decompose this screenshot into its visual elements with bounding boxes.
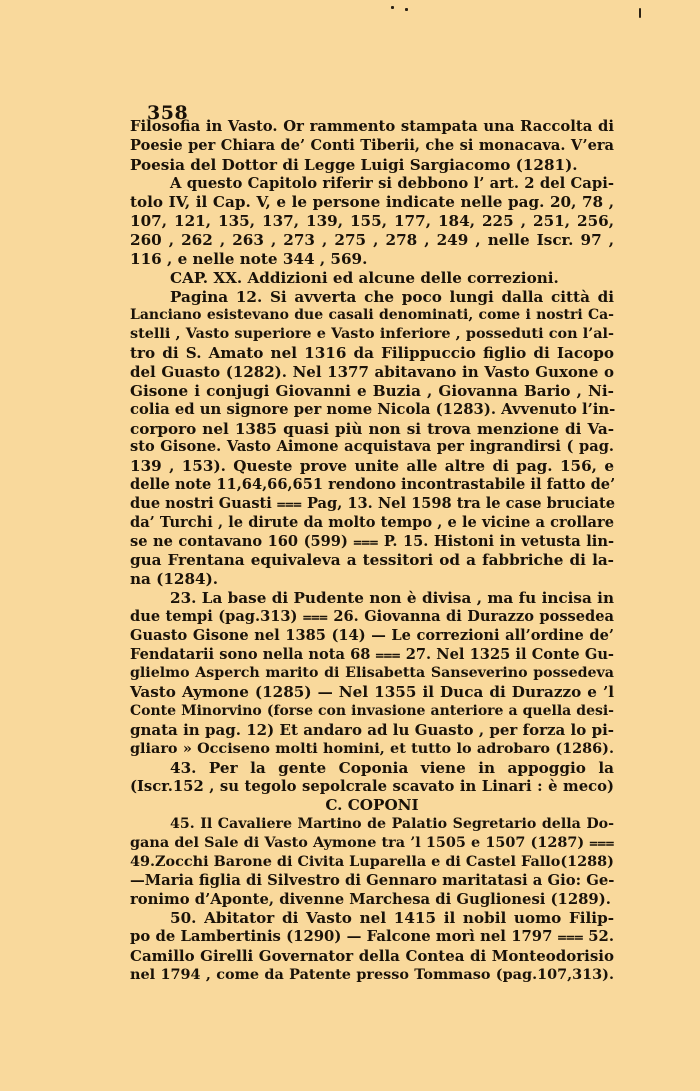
text-line: Lanciano esistevano due casali denominati, come i nostri Ca- xyxy=(130,307,614,324)
text-line: 139 , 153). Queste prove unite alle altre di pag. 156, e xyxy=(130,457,614,476)
text-line: 49.Zocchi Barone di Civita Luparella e di Castel Fallo(1288) xyxy=(130,852,614,870)
text-line: Poesia del Dottor di Legge Luigi Sargiacomo (1281). xyxy=(130,155,578,174)
text-line: Pagina 12. Si avverta che poco lungi dalla città di xyxy=(170,287,614,306)
text-line: ronimo d’Aponte, divenne Marchesa di Guglionesi (1289). xyxy=(130,890,611,908)
text-line: A questo Capitolo riferir si debbono l’ art. 2 del Capi- xyxy=(170,174,614,192)
text-line: 23. La base di Pudente non è divisa , ma fu incisa in xyxy=(170,589,614,608)
text-line: gana del Sale di Vasto Aymone tra ’l 1505 e 1507 (1287) ⩶ xyxy=(130,834,614,852)
text-line: stelli , Vasto superiore e Vasto inferiore , posseduti con l’al- xyxy=(130,325,614,343)
text-line: gliaro » Occiseno molti homini, et tutto lo adrobaro (1286). xyxy=(130,739,614,757)
text-line: 45. Il Cavaliere Martino de Palatio Segretario della Do- xyxy=(170,816,614,833)
text-line: da’ Turchi , le dirute da molto tempo , e le vicine a crollare xyxy=(130,513,614,531)
text-line: tolo IV, il Cap. V, e le persone indicate nelle pag. 20, 78 , xyxy=(130,193,614,212)
text-line: Vasto Aymone (1285) — Nel 1355 il Duca di Durazzo e ’l xyxy=(130,683,614,702)
text-line: gnata in pag. 12) Et andaro ad lu Guasto , per forza lo pi- xyxy=(130,721,614,739)
text-line: po de Lambertinis (1290) — Falcone morì nel 1797 ⩶ 52. xyxy=(130,928,614,946)
text-line: 116 , e nelle note 344 , 569. xyxy=(130,249,368,268)
text-line: —Maria figlia di Silvestro di Gennaro maritatasi a Gio: Ge- xyxy=(130,871,615,889)
text-line: nel 1794 , come da Patente presso Tommaso (pag.107,313). xyxy=(130,965,614,983)
scan-mark xyxy=(639,8,641,18)
scan-mark xyxy=(405,8,408,11)
text-line: se ne contavano 160 (599) ⩶ P. 15. Histoni in vetusta lin- xyxy=(130,532,614,550)
text-line: 43. Per la gente Coponia viene in appoggio la xyxy=(170,758,614,777)
text-line: gua Frentana equivaleva a tessitori od a fabbriche di la- xyxy=(130,551,614,570)
text-line: due tempi (pag.313) ⩶ 26. Giovanna di Durazzo possedea xyxy=(130,607,614,625)
text-line: corporo nel 1385 quasi più non si trova menzione di Va- xyxy=(130,419,614,438)
scan-mark xyxy=(391,6,394,9)
text-line: 50. Abitator di Vasto nel 1415 il nobil uomo Filip- xyxy=(170,909,614,928)
text-line: 260 , 262 , 263 , 273 , 275 , 278 , 249 , nelle Iscr. 97 , xyxy=(130,231,614,250)
text-line: colia ed un signore per nome Nicola (1283). Avvenuto l’in- xyxy=(130,400,616,418)
text-line: Gisone i conjugi Giovanni e Buzia , Giovanna Bario , Ni- xyxy=(130,381,614,400)
text-line: Poesie per Chiara de’ Conti Tiberii, che si monacava. V’era xyxy=(130,136,614,154)
inscription-line: C. COPONI xyxy=(325,796,419,815)
text-line: 107, 121, 135, 137, 139, 155, 177, 184, 225 , 251, 256, xyxy=(130,212,614,231)
text-line: na (1284). xyxy=(130,570,219,589)
text-line: del Guasto (1282). Nel 1377 abitavano in Vasto Guxone o xyxy=(130,362,614,381)
text-line: sto Gisone. Vasto Aimone acquistava per ingrandirsi ( pag. xyxy=(130,438,614,456)
text-line: due nostri Guasti ⩶ Pag, 13. Nel 1598 tra le case bruciate xyxy=(130,494,616,512)
page-text xyxy=(130,118,614,985)
page-number: 358 xyxy=(147,102,189,124)
text-line: Conte Minorvino (forse con invasione anteriore a quella desi- xyxy=(130,703,614,720)
section-heading: CAP. XX. Addizioni ed alcune delle correzioni. xyxy=(170,268,559,287)
text-line: glielmo Asperch marito di Elisabetta Sanseverino possedeva xyxy=(130,665,614,682)
text-line: Fendatarii sono nella nota 68 ⩶ 27. Nel 1325 il Conte Gu- xyxy=(130,645,614,663)
text-line: delle note 11,64,66,651 rendono incontrastabile il fatto de’ xyxy=(130,476,616,494)
text-line: tro di S. Amato nel 1316 da Filippuccio figlio di Iacopo xyxy=(130,344,614,363)
text-line: Camillo Girelli Governator della Contea di Monteodorisio xyxy=(130,947,614,966)
text-line: Guasto Gisone nel 1385 (14) — Le correzioni all’ordine de’ xyxy=(130,626,614,644)
text-line: (Iscr.152 , su tegolo sepolcrale scavato in Linari : è meco) xyxy=(130,777,614,795)
text-line: Filosofia in Vasto. Or rammento stampata una Raccolta di xyxy=(130,118,614,135)
